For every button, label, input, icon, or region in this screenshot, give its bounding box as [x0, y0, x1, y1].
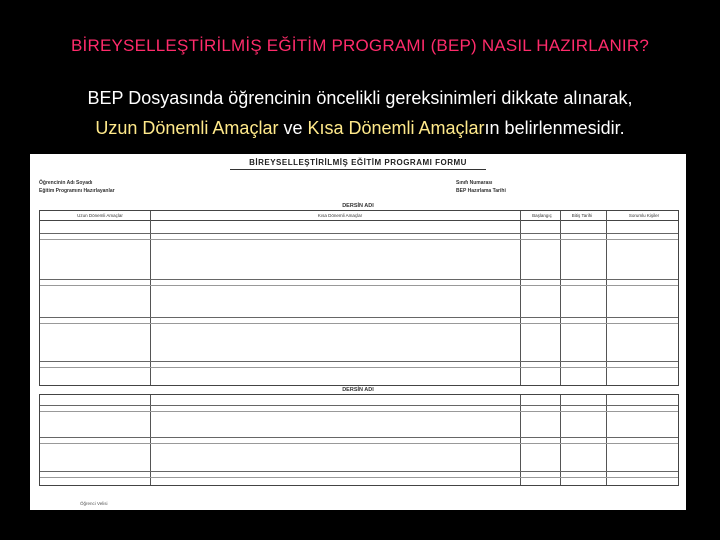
parent-signature-label: Öğrenci Velisi — [80, 501, 108, 506]
long-term-goals-highlight: Uzun Dönemli Amaçlar — [95, 118, 279, 138]
bep-date-label: BEP Hazırlama Tarihi — [456, 188, 506, 194]
subtitle-connector: ve — [278, 118, 308, 138]
col-start: Başlangıç — [532, 213, 552, 218]
course-name-label-1: DERSİN ADI — [342, 203, 374, 209]
form-title-underline — [230, 169, 486, 170]
form-title: BİREYSELLEŞTİRİLMİŞ EĞİTİM PROGRAMI FORMU — [249, 158, 467, 167]
goals-table-2 — [39, 394, 679, 486]
student-number-label: Sınıfı Numarası — [456, 180, 493, 186]
goals-table-1 — [39, 210, 679, 386]
subtitle-line-2 — [0, 113, 720, 143]
short-term-goals-highlight: Kısa Dönemli Amaçlar — [307, 118, 485, 138]
col-short-term: Kısa Dönemli Amaçlar — [317, 213, 363, 218]
course-name-label-2: DERSİN ADI — [342, 387, 374, 393]
col-long-term: Uzun Dönemli Amaçlar — [77, 213, 123, 218]
slide-title: BİREYSELLEŞTİRİLMİŞ EĞİTİM PROGRAMI (BEP) NASIL HAZIRLANIR? — [71, 36, 649, 55]
col-end-date: Bitiş Tarihi — [571, 213, 593, 218]
col-responsible: Sorumlu Kişiler — [628, 213, 660, 218]
subtitle-ending: ın belirlenmesidir. — [484, 118, 625, 138]
program-preparer-label: Eğitim Programını Hazırlayanlar — [39, 188, 115, 194]
bep-form-image — [30, 154, 686, 510]
goals-table-header — [40, 211, 678, 221]
subtitle-line-1: BEP Dosyasında öğrencinin öncelikli gereksinimleri dikkate alınarak, — [87, 88, 633, 108]
slide-subtitle — [0, 83, 720, 143]
student-name-label: Öğrencinin Adı Soyadı — [39, 180, 93, 186]
